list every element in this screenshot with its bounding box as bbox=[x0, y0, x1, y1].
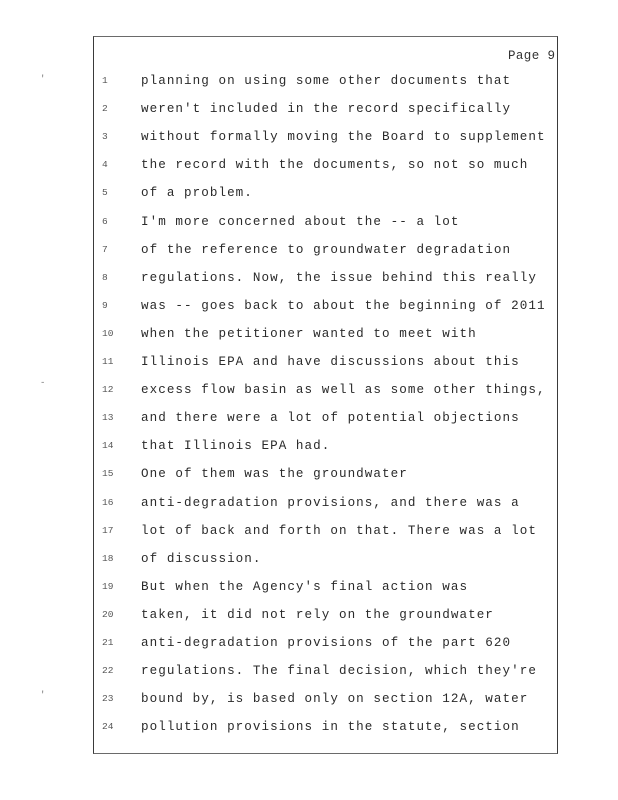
transcript-line-text: regulations. The final decision, which they're bbox=[141, 664, 537, 678]
line-number: 14 bbox=[102, 440, 114, 451]
margin-mark: - bbox=[40, 378, 46, 388]
line-number: 3 bbox=[102, 131, 108, 142]
line-number: 17 bbox=[102, 525, 114, 536]
line-number: 11 bbox=[102, 356, 114, 367]
line-number: 15 bbox=[102, 468, 114, 479]
transcript-line-text: planning on using some other documents that bbox=[141, 74, 512, 88]
page-number: Page 9 bbox=[508, 49, 556, 63]
margin-mark: ' bbox=[40, 74, 46, 84]
transcript-line-text: the record with the documents, so not so much bbox=[141, 158, 529, 172]
line-number: 5 bbox=[102, 187, 108, 198]
transcript-line-text: of the reference to groundwater degradation bbox=[141, 243, 512, 257]
line-number: 8 bbox=[102, 272, 108, 283]
transcript-line-text: One of them was the groundwater bbox=[141, 467, 408, 481]
line-number: 16 bbox=[102, 497, 114, 508]
transcript-line-text: Illinois EPA and have discussions about this bbox=[141, 355, 520, 369]
line-number: 19 bbox=[102, 581, 114, 592]
transcript-line-text: when the petitioner wanted to meet with bbox=[141, 327, 477, 341]
transcript-line-text: anti-degradation provisions, and there was a bbox=[141, 496, 520, 510]
transcript-line-text: I'm more concerned about the -- a lot bbox=[141, 215, 460, 229]
line-number: 10 bbox=[102, 328, 114, 339]
line-number: 23 bbox=[102, 693, 114, 704]
line-number: 18 bbox=[102, 553, 114, 564]
line-number: 13 bbox=[102, 412, 114, 423]
margin-mark: ' bbox=[40, 690, 46, 700]
line-number: 21 bbox=[102, 637, 114, 648]
transcript-line-text: excess flow basin as well as some other things, bbox=[141, 383, 546, 397]
transcript-line-text: regulations. Now, the issue behind this really bbox=[141, 271, 537, 285]
transcript-line-text: was -- goes back to about the beginning of 2011 bbox=[141, 299, 546, 313]
transcript-line-text: taken, it did not rely on the groundwater bbox=[141, 608, 494, 622]
transcript-line-text: bound by, is based only on section 12A, water bbox=[141, 692, 529, 706]
transcript-line-text: and there were a lot of potential objections bbox=[141, 411, 520, 425]
line-number: 20 bbox=[102, 609, 114, 620]
transcript-line-text: pollution provisions in the statute, section bbox=[141, 720, 520, 734]
transcript-line-text: lot of back and forth on that. There was a lot bbox=[141, 524, 537, 538]
line-number: 9 bbox=[102, 300, 108, 311]
transcript-line-text: weren't included in the record specifically bbox=[141, 102, 512, 116]
transcript-line-text: that Illinois EPA had. bbox=[141, 439, 331, 453]
transcript-line-text: of a problem. bbox=[141, 186, 253, 200]
line-number: 4 bbox=[102, 159, 108, 170]
transcript-line-text: But when the Agency's final action was bbox=[141, 580, 469, 594]
line-number: 6 bbox=[102, 216, 108, 227]
line-number: 24 bbox=[102, 721, 114, 732]
transcript-line-text: of discussion. bbox=[141, 552, 262, 566]
line-number: 2 bbox=[102, 103, 108, 114]
transcript-line-text: anti-degradation provisions of the part 620 bbox=[141, 636, 512, 650]
line-number: 22 bbox=[102, 665, 114, 676]
line-number: 1 bbox=[102, 75, 108, 86]
line-number: 12 bbox=[102, 384, 114, 395]
transcript-line-text: without formally moving the Board to supplement bbox=[141, 130, 546, 144]
line-number: 7 bbox=[102, 244, 108, 255]
